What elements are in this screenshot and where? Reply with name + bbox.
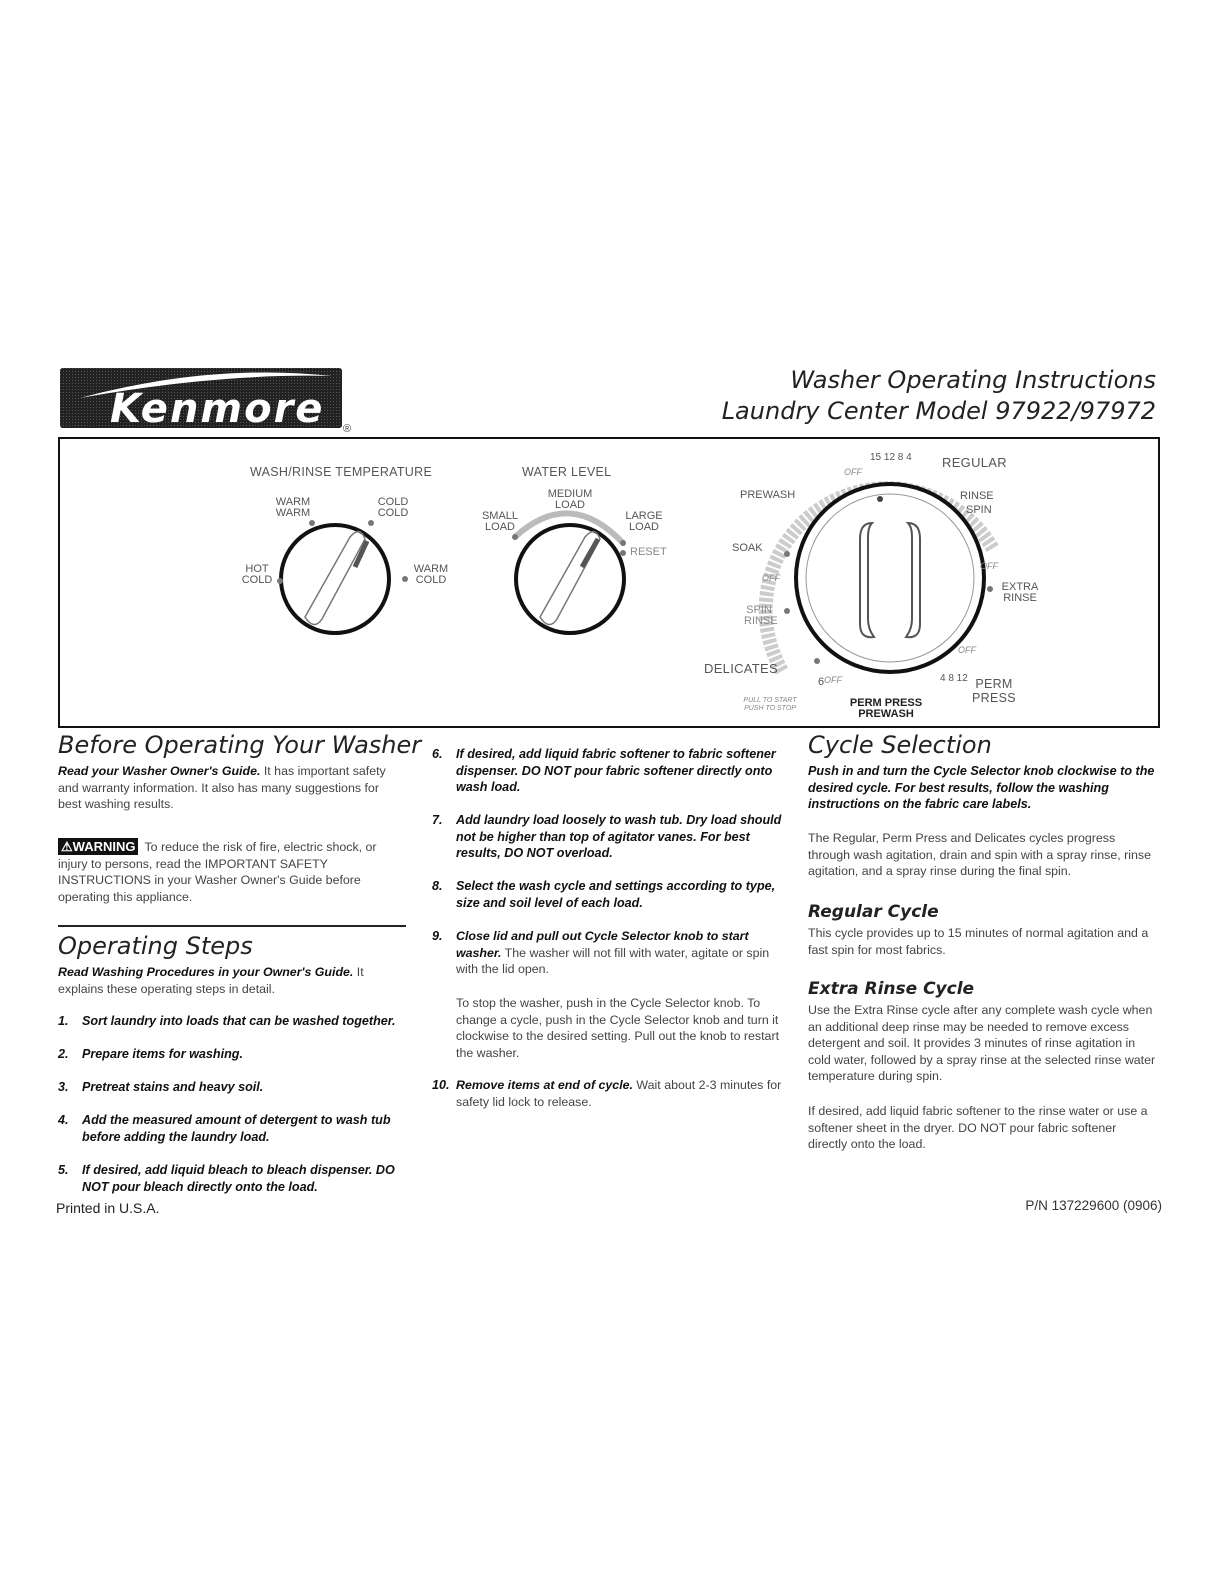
pull-push-note	[740, 697, 800, 713]
label: WARM	[275, 496, 311, 508]
step-text: Prepare items for washing.	[82, 1047, 243, 1061]
lead-bold: Read your Washer Owner's Guide.	[58, 764, 261, 778]
regular-cycle-heading: Regular Cycle	[808, 902, 939, 922]
step-4	[58, 1112, 408, 1146]
printed-in: Printed in U.S.A.	[56, 1200, 160, 1216]
delicates-minutes: 6	[818, 676, 825, 688]
section-divider	[58, 925, 406, 927]
operating-lead	[58, 964, 404, 997]
label: EXTRA	[1001, 581, 1039, 593]
step-9	[432, 928, 788, 978]
step-5	[58, 1162, 408, 1196]
cycle-extra-rinse[interactable]	[1000, 582, 1040, 604]
water-large[interactable]	[622, 511, 666, 533]
cycle-selection-para: The Regular, Perm Press and Delicates cycles progress through wash agitation, drain and spin with a spray rinse, rinse agitation, and a spray rinse during the final spin.	[808, 831, 1151, 878]
label: COLD	[377, 507, 409, 519]
label: PERM PRESS	[849, 697, 923, 709]
cycle-selection-heading: Cycle Selection	[808, 731, 992, 759]
before-heading: Before Operating Your Washer	[58, 731, 422, 759]
control-panel	[58, 437, 1160, 728]
lead-rest: It explains these operating steps in detail.	[58, 965, 364, 996]
label: WARM	[275, 507, 311, 519]
cycle-off-3: OFF	[762, 573, 780, 583]
cycle-rinse[interactable]: RINSE	[960, 490, 994, 502]
step-number: 8.	[432, 879, 443, 893]
step-number: 6.	[432, 747, 443, 761]
lead-bold: Read Washing Procedures in your Owner's Guide.	[58, 965, 354, 979]
label: PRESS	[972, 691, 1016, 705]
cycle-off-5: OFF	[824, 675, 842, 685]
step-number: 3.	[58, 1080, 69, 1094]
part-number: P/N 137229600 (0906)	[1025, 1198, 1162, 1213]
before-lead	[58, 763, 404, 813]
extra-rinse-text: Use the Extra Rinse cycle after any complete wash cycle when an additional deep rinse may be needed to remove excess detergent and soil. It provides 3 minutes of rinse agitation in cold water, followed by a spray rinse at the selected rinse water temperature during spin.	[808, 1003, 1156, 1083]
label: PULL TO START	[743, 697, 797, 704]
step-bold: Remove items at end of cycle.	[456, 1078, 633, 1092]
step-number: 10.	[432, 1078, 450, 1092]
temp-warm-cold[interactable]	[410, 564, 452, 586]
label: COLD	[415, 574, 447, 586]
temp-cold-cold[interactable]	[368, 497, 418, 519]
step-number: 9.	[432, 929, 443, 943]
extra-rinse-heading: Extra Rinse Cycle	[808, 979, 975, 999]
cycle-spin-rinse[interactable]	[744, 604, 778, 627]
step-number: 2.	[58, 1047, 69, 1061]
step-text: Add laundry load loosely to wash tub. Dry load should not be higher than top of agitator vanes. For best results, DO NOT overload.	[456, 813, 782, 860]
operating-heading: Operating Steps	[58, 932, 253, 960]
step-rest: The washer will not fill with water, agitate or spin with the lid open.	[456, 945, 770, 976]
step-number: 5.	[58, 1163, 69, 1177]
cycle-soak[interactable]: SOAK	[732, 542, 763, 554]
warning-text: To reduce the risk of fire, electric shock, or injury to persons, read the IMPORTANT SAFETY INSTRUCTIONS in your Washer Owner's Guide before operating this appliance.	[58, 840, 377, 904]
brand-name: Kenmore	[110, 386, 325, 428]
softener-text: If desired, add liquid fabric softener to the rinse water or use a softener sheet in the dryer. DO NOT pour fabric softener directly onto the load.	[808, 1104, 1148, 1151]
step-8	[432, 878, 788, 912]
label: PERM	[975, 677, 1013, 691]
label: SPIN	[746, 604, 772, 616]
temp-heading: WASH/RINSE TEMPERATURE	[250, 465, 433, 479]
label: HOT	[245, 563, 269, 575]
label: COLD	[377, 496, 409, 508]
label: LOAD	[629, 521, 659, 533]
water-small[interactable]	[478, 511, 522, 533]
regular-cycle-text: This cycle provides up to 15 minutes of normal agitation and a fast spin for most fabrics.	[808, 926, 1149, 957]
step-number: 7.	[432, 813, 443, 827]
step-text: Sort laundry into loads that can be washed together.	[82, 1014, 396, 1028]
regular-minutes: 15 12 8 4	[870, 452, 912, 463]
label: SMALL	[481, 510, 519, 522]
step-7	[432, 812, 788, 862]
label: PUSH TO STOP	[744, 705, 796, 712]
cycle-off-4: OFF	[958, 645, 976, 655]
step-number: 1.	[58, 1014, 69, 1028]
temp-hot-cold[interactable]	[236, 564, 278, 586]
cycle-prewash[interactable]: PREWASH	[740, 489, 796, 501]
step-text: Pretreat stains and heavy soil.	[82, 1080, 264, 1094]
kenmore-logo	[60, 368, 342, 428]
step-bold: Close lid and pull out Cycle Selector knob to start washer.	[456, 929, 749, 960]
step-6	[432, 746, 788, 796]
temp-warm-warm[interactable]	[268, 497, 318, 519]
step-text: If desired, add liquid fabric softener to fabric softener dispenser. DO NOT pour fabric softener directly onto wash load.	[456, 747, 776, 794]
cycle-regular[interactable]: REGULAR	[942, 455, 1007, 470]
cycle-selection-lead: Push in and turn the Cycle Selector knob clockwise to the desired cycle. For best results, follow the washing instructions on the fabric care labels.	[808, 764, 1155, 811]
label: RINSE	[1003, 592, 1037, 604]
step-10	[432, 1077, 788, 1111]
step-number: 4.	[58, 1113, 69, 1127]
label: MEDIUM	[547, 488, 593, 500]
water-reset[interactable]: RESET	[630, 546, 667, 558]
registered-mark: ®	[343, 423, 352, 435]
step-text: Add the measured amount of detergent to wash tub before adding the laundry load.	[82, 1113, 391, 1144]
cycle-perm-press-prewash[interactable]	[846, 698, 926, 720]
water-medium[interactable]	[542, 489, 598, 511]
doc-title-line2: Laundry Center Model 97922/97972	[721, 397, 1156, 425]
cycle-spin[interactable]: SPIN	[966, 504, 992, 516]
label: LOAD	[555, 499, 585, 511]
label: COLD	[241, 574, 273, 586]
warning-badge: ⚠WARNING	[58, 838, 138, 855]
label: RINSE	[744, 615, 778, 627]
perm-minutes: 4 8 12	[940, 673, 968, 684]
label: LARGE	[625, 510, 663, 522]
doc-title-line1: Washer Operating Instructions	[790, 366, 1156, 394]
cycle-off-2: OFF	[980, 561, 998, 571]
step-rest: Wait about 2-3 minutes for safety lid lock to release.	[456, 1078, 782, 1109]
label: PREWASH	[858, 708, 914, 720]
lead-rest: It has important safety and warranty information. It also has many suggestions for best washing results.	[58, 764, 386, 811]
cycle-delicates[interactable]: DELICATES	[704, 661, 778, 676]
water-heading: WATER LEVEL	[522, 465, 612, 479]
cycle-perm-press[interactable]	[970, 677, 1018, 705]
label: LOAD	[485, 521, 515, 533]
warning-box	[58, 838, 404, 905]
label: WARM	[413, 563, 449, 575]
step-text: Select the wash cycle and settings according to type, size and soil level of each load.	[456, 879, 776, 910]
step-text: If desired, add liquid bleach to bleach dispenser. DO NOT pour bleach directly onto the load.	[82, 1163, 395, 1194]
stop-instructions: To stop the washer, push in the Cycle Selector knob. To change a cycle, push in the Cycle Selector knob and turn it clockwise to the desired setting. Pull out the knob to restart the washer.	[456, 996, 780, 1060]
cycle-off-1: OFF	[844, 467, 862, 477]
